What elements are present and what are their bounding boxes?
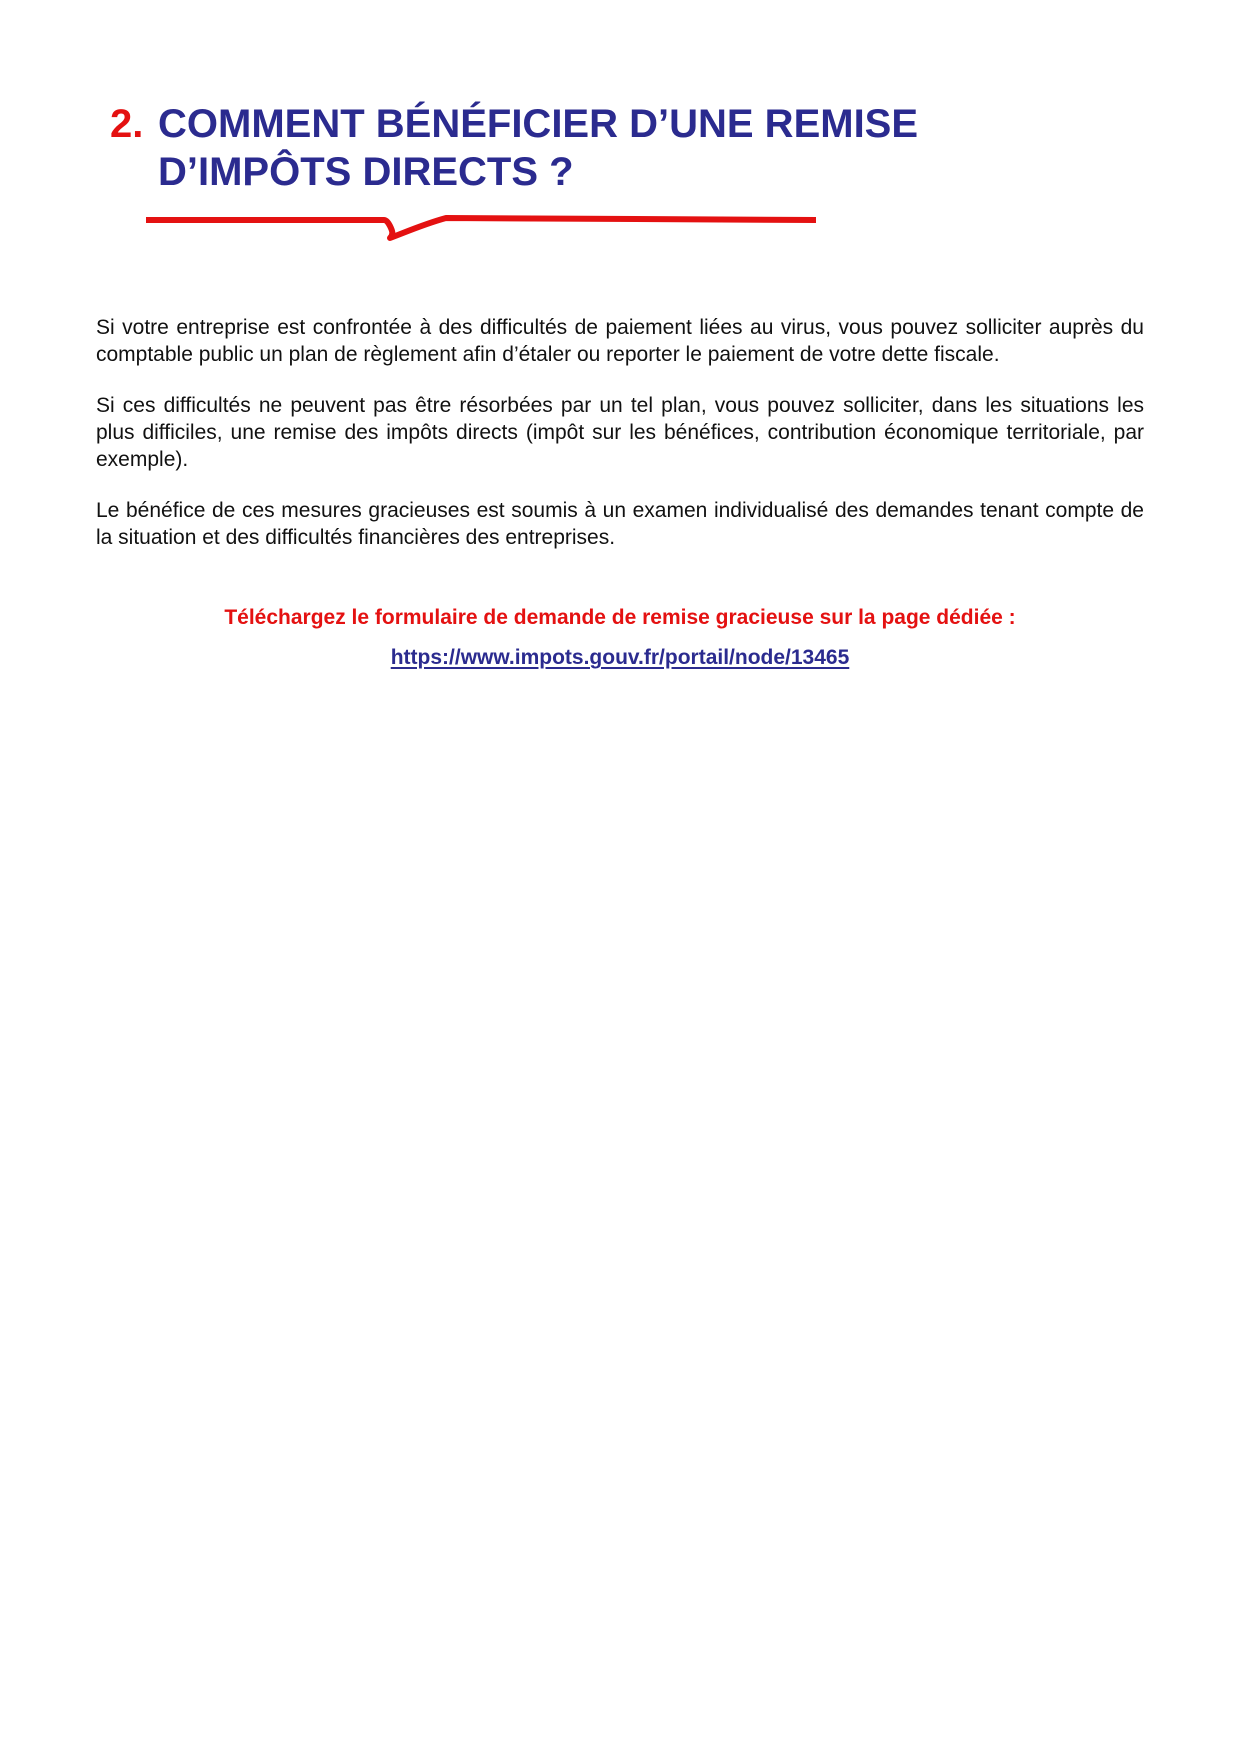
- download-call-to-action: Téléchargez le formulaire de demande de remise gracieuse sur la page dédiée :: [224, 606, 1016, 629]
- heading-underline-decoration: [146, 212, 816, 248]
- section-heading: [110, 100, 1010, 196]
- paragraph-payment-plan: Si votre entreprise est confrontée à des difficultés de paiement liées au virus, vous pouvez solliciter auprès du comptable public un plan de règlement afin d’étaler ou reporter le paiement de votre dette fiscale.: [96, 316, 1144, 366]
- section-number: 2.: [110, 102, 144, 146]
- section-title-line-1: COMMENT BÉNÉFICIER D’UNE REMISE: [158, 102, 919, 146]
- paragraph-tax-remission: Si ces difficultés ne peuvent pas être résorbées par un tel plan, vous pouvez solliciter, dans les situations les plus difficiles, une remise des impôts directs (impôt sur les bénéfices, contribution économique territoriale, par exemple).: [96, 394, 1144, 471]
- section-title: [158, 100, 988, 196]
- body-text: [96, 314, 1144, 575]
- link-container: [96, 644, 1144, 671]
- impots-form-link[interactable]: https://www.impots.gouv.fr/portail/node/13465: [390, 646, 850, 669]
- section-title-line-2: D’IMPÔTS DIRECTS ?: [158, 150, 574, 194]
- paragraph-individual-review: Le bénéfice de ces mesures gracieuses est soumis à un examen individualisé des demandes tenant compte de la situation et des difficultés financières des entreprises.: [96, 499, 1144, 549]
